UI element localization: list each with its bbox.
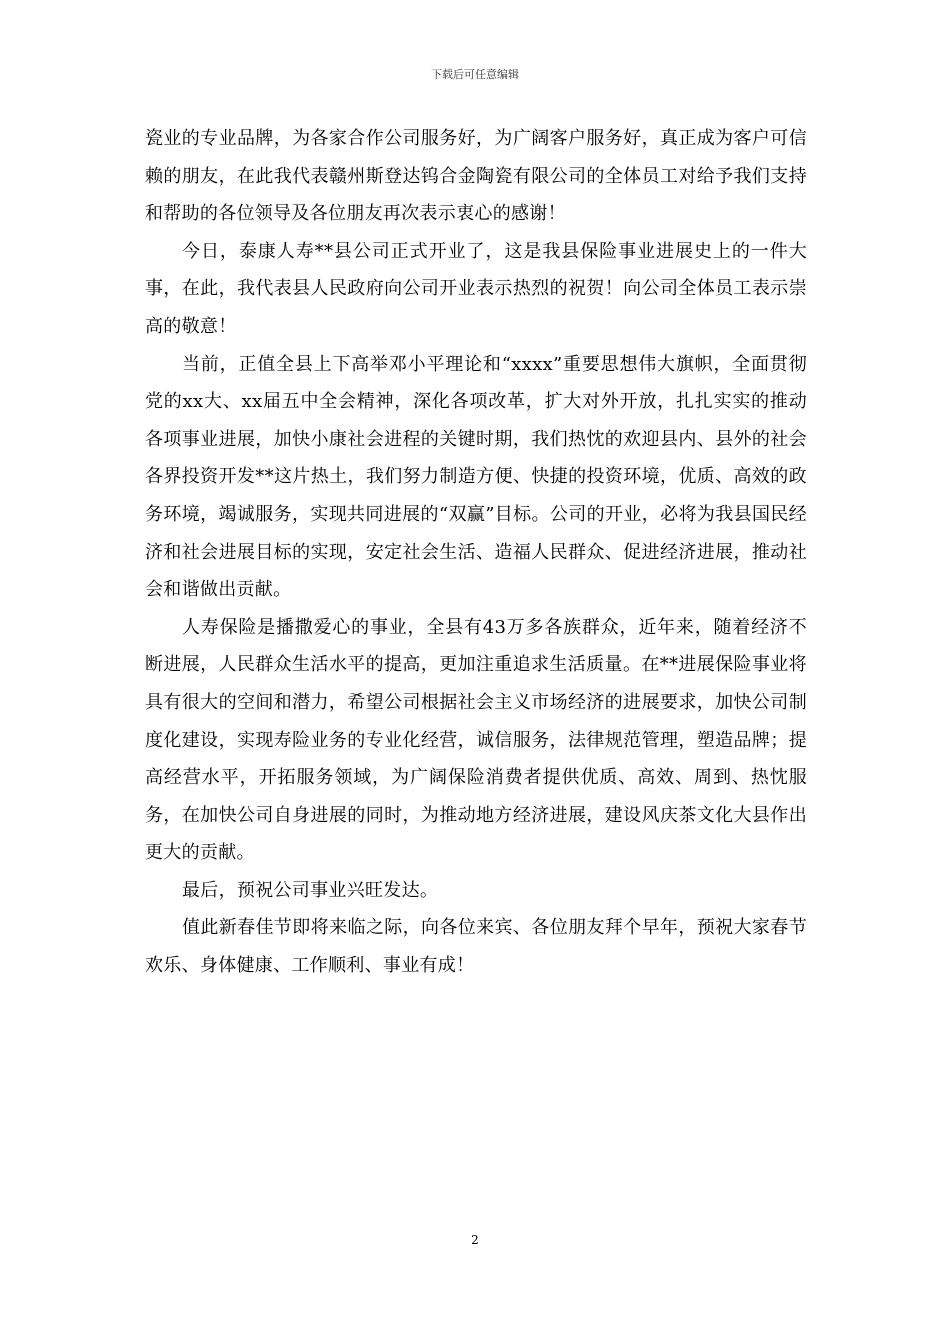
- paragraph-3: 当前，正值全县上下高举邓小平理论和“xxxx”重要思想伟大旗帜，全面贯彻党的xx大、xx届五中全会精神，深化各项改革，扩大对外开放，扎扎实实的推动各项事业进展，加快小康社会进程的关键时期，我们热忱的欢迎县内、县外的社会各界投资开发**这片热土，我们努力制造方便、快捷的投资环境，优质、高效的政务环境，竭诚服务，实现共同进展的“双赢”目标。公司的开业，必将为我县国民经济和社会进展目标的实现，安定社会生活、造福人民群众、促进经济进展，推动社会和谐做出贡献。: [145, 353, 807, 601]
- paragraph-1: 瓷业的专业品牌，为各家合作公司服务好，为广阔客户服务好，真正成为客户可信赖的朋友，在此我代表赣州斯登达钨合金陶瓷有限公司的全体员工对给予我们支持和帮助的各位领导及各位朋友再次表示衷心的感谢！: [145, 128, 807, 225]
- page-header: 下载后可任意编辑: [431, 68, 519, 81]
- paragraph-4: 人寿保险是播撒爱心的事业，全县有43万多各族群众，近年来，随着经济不断进展，人民群众生活水平的提高，更加注重追求生活质量。在**进展保险事业将具有很大的空间和潜力，希望公司根据社会主义市场经济的进展要求，加快公司制度化建设，实现寿险业务的专业化经营，诚信服务，法律规范管理，塑造品牌；提高经营水平，开拓服务领域，为广阔保险消费者提供优质、高效、周到、热忱服务，在加快公司自身进展的同时，为推动地方经济进展，建设风庆茶文化大县作出更大的贡献。: [145, 616, 807, 864]
- paragraph-5: 最后，预祝公司事业兴旺发达。: [182, 879, 439, 901]
- paragraph-2: 今日，泰康人寿**县公司正式开业了，这是我县保险事业进展史上的一件大事，在此，我代表县人民政府向公司开业表示热烈的祝贺！向公司全体员工表示崇高的敬意！: [145, 240, 807, 337]
- paragraph-6: 值此新春佳节即将来临之际，向各位来宾、各位朋友拜个早年，预祝大家春节欢乐、身体健康、工作顺利、事业有成！: [145, 917, 807, 977]
- page-number: 2: [471, 1233, 479, 1247]
- document-body: [145, 120, 807, 985]
